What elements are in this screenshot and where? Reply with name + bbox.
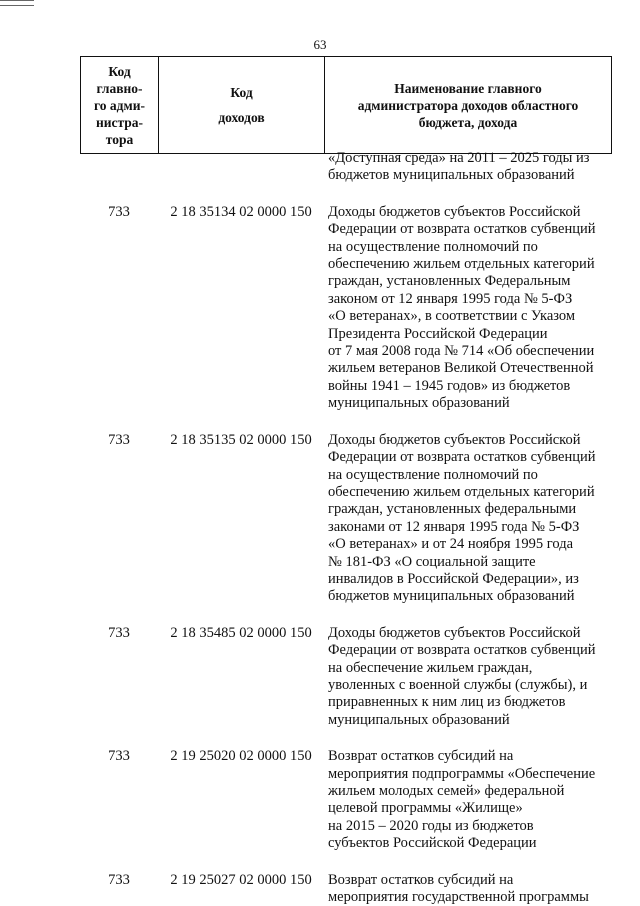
income-name-line: жильем ветеранов Великой Отечественной: [328, 360, 594, 377]
table-header: [80, 56, 612, 154]
income-name-line: граждан, установленных федеральными: [328, 501, 577, 518]
income-name-line: жильем молодых семей» федеральной: [328, 783, 565, 799]
income-name-line: на обеспечение жильем граждан,: [328, 659, 533, 676]
income-name-cell: [328, 204, 611, 413]
income-name-line: уволенных с военной службы (службы), и: [328, 676, 588, 693]
page-number: 63: [313, 37, 327, 52]
income-name-line: муниципальных образований: [328, 711, 510, 728]
income-code-cell: 2 18 35134 02 0000 150: [170, 203, 312, 220]
income-code-cell: 2 19 25027 02 0000 150: [170, 871, 312, 888]
income-name-cell: [328, 150, 611, 185]
income-name-line: мероприятия государственной программы: [328, 889, 589, 906]
table-row: [80, 872, 611, 906]
income-name-line: субъектов Российской Федерации: [328, 835, 537, 852]
header-admin-code-line: главно-: [96, 80, 143, 96]
table-row: [80, 625, 611, 729]
header-admin-code-line: го адми-: [94, 97, 145, 113]
admin-code-cell: 733: [108, 624, 130, 641]
header-income-code-line: Код: [230, 85, 253, 100]
header-admin-code-line: нистра-: [95, 114, 144, 130]
income-name-line: «О ветеранах», в соответствии с Указом: [328, 308, 576, 325]
income-code-cell: 2 19 25020 02 0000 150: [170, 748, 312, 765]
income-name-cell: [328, 872, 611, 906]
header-name-line: администратора доходов областного: [357, 97, 579, 113]
income-name-line: инвалидов в Российской Федерации», из: [328, 570, 579, 587]
income-name-line: на осуществление полномочий по: [328, 466, 538, 483]
scan-corner-mark: [0, 0, 34, 6]
income-code-cell: 2 18 35135 02 0000 150: [170, 431, 312, 448]
income-name-line: Возврат остатков субсидий на: [328, 748, 514, 765]
income-name-line: обеспечению жильем отдельных категорий: [328, 256, 595, 273]
income-name-line: граждан, установленных Федеральным: [328, 273, 571, 290]
income-code-cell: 2 18 35485 02 0000 150: [170, 624, 312, 641]
table-row: [80, 432, 611, 606]
income-name-line: муниципальных образований: [328, 395, 510, 412]
income-name-line: Федерации от возврата остатков субвенций: [328, 642, 596, 659]
income-name-line: Президента Российской Федерации: [328, 325, 548, 342]
header-admin-code: [81, 57, 159, 154]
income-name-line: Федерации от возврата остатков субвенций: [328, 221, 596, 238]
header-income-code: [159, 57, 325, 154]
income-name-line: Доходы бюджетов субъектов Российской: [328, 203, 581, 220]
table-row: [80, 204, 611, 413]
income-name-cell: [328, 748, 611, 852]
income-name-line: Возврат остатков субсидий на: [328, 871, 514, 888]
income-name-line: обеспечению жильем отдельных категорий: [328, 483, 595, 500]
table-body: [80, 150, 611, 906]
admin-code-cell: 733: [108, 203, 130, 220]
income-name-line: целевой программы «Жилище»: [328, 800, 523, 817]
income-name-line: законом от 12 января 1995 года № 5-ФЗ: [328, 290, 573, 307]
admin-code-cell: 733: [108, 748, 130, 765]
income-name-line: законами от 12 января 1995 года № 5-ФЗ: [328, 518, 580, 535]
income-name-line: № 181-ФЗ «О социальной защите: [328, 553, 536, 570]
header-name-line: Наименование главного: [394, 80, 542, 96]
income-name-cell: [328, 432, 611, 606]
income-name-line: «О ветеранах» и от 24 ноября 1995 года: [328, 536, 574, 553]
table-row: [80, 748, 611, 852]
income-name-line: войны 1941 – 1945 годов» из бюджетов: [328, 377, 571, 394]
income-name-line: на 2015 – 2020 годы из бюджетов: [328, 817, 534, 834]
income-name-line: бюджетов муниципальных образований: [328, 588, 575, 605]
income-name-cell: [328, 625, 611, 729]
income-name-line: приравненных к ним лиц из бюджетов: [328, 694, 566, 711]
income-name-line: от 7 мая 2008 года № 714 «Об обеспечении: [328, 343, 595, 360]
table-row: [80, 150, 611, 185]
income-name-line: Доходы бюджетов субъектов Российской: [328, 431, 581, 448]
header-admin-code-line: Код: [108, 63, 131, 79]
header-name: [325, 57, 612, 154]
header-name-line: бюджета, дохода: [418, 114, 518, 130]
header-admin-code-line: тора: [105, 131, 134, 147]
income-name-line: на осуществление полномочий по: [328, 238, 538, 255]
admin-code-cell: 733: [108, 431, 130, 448]
income-name-line: бюджетов муниципальных образований: [328, 167, 575, 184]
income-name-line: Федерации от возврата остатков субвенций: [328, 449, 596, 466]
income-name-line: «Доступная среда» на 2011 – 2025 годы из: [328, 150, 590, 166]
admin-code-cell: 733: [108, 871, 130, 888]
income-name-line: мероприятия подпрограммы «Обеспечение: [328, 765, 596, 782]
income-name-line: Доходы бюджетов субъектов Российской: [328, 624, 581, 641]
header-income-code-line: доходов: [218, 110, 265, 125]
